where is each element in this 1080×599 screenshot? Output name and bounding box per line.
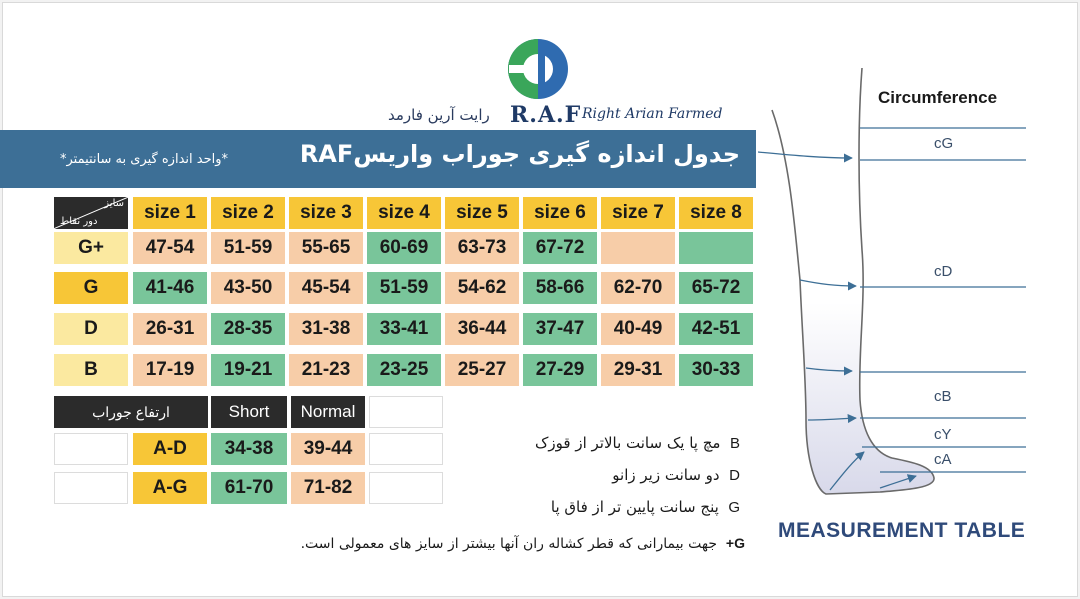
table-cell: 60-69: [367, 232, 441, 264]
brand-name: R.A.F: [510, 102, 582, 128]
legend-key: G: [728, 499, 740, 516]
corner-label-points: دور نقاط: [60, 216, 98, 227]
brand-name-en: Right Arian Farmed: [582, 106, 723, 122]
table-cell: 17-19: [133, 354, 207, 386]
legend-item-g-plus: [301, 535, 745, 552]
legend-key: B: [729, 435, 740, 452]
measurement-table-title: MEASUREMENT TABLE: [778, 519, 1026, 542]
table-cell: 33-41: [367, 313, 441, 345]
legend-text: جهت بیمارانی که قطر کشاله ران آنها بیشتر از سایز های معمولی است.: [300, 536, 718, 552]
table-cell: 63-73: [445, 232, 519, 264]
table-cell: 37-47: [523, 313, 597, 345]
leg-outline: [772, 68, 934, 494]
table-cell: 28-35: [211, 313, 285, 345]
length-short-value: 61-70: [211, 472, 287, 504]
empty-cell: [54, 472, 128, 504]
table-corner-header: [54, 197, 128, 229]
empty-cell: [54, 433, 128, 465]
table-cell: 19-21: [211, 354, 285, 386]
label-cg: cG: [934, 135, 954, 152]
length-header-short: Short: [211, 396, 287, 428]
row-label: G+: [54, 232, 128, 264]
size-header-7: size 7: [601, 197, 675, 229]
table-cell: 51-59: [367, 272, 441, 304]
table-cell: 51-59: [211, 232, 285, 264]
label-cb: cB: [934, 388, 952, 405]
size-header-8: size 8: [679, 197, 753, 229]
table-cell: 42-51: [679, 313, 753, 345]
table-cell: 41-46: [133, 272, 207, 304]
length-header-label: ارتفاع جوراب: [54, 396, 208, 428]
legend-key: D: [729, 467, 740, 484]
page-title: جدول اندازه گیری جوراب واریسRAF: [299, 140, 740, 168]
label-cd: cD: [934, 263, 953, 280]
title-banner: [0, 130, 756, 188]
table-cell: 26-31: [133, 313, 207, 345]
leg-measurement-diagram: [758, 60, 1058, 510]
row-label: G: [54, 272, 128, 304]
legend-text: دو سانت زیر زانو: [612, 466, 720, 484]
brand-name-fa: رایت آرین فارمد: [388, 106, 490, 124]
corner-label-size: سایز: [104, 198, 124, 209]
table-cell: 58-66: [523, 272, 597, 304]
legend-item-g: [551, 498, 740, 516]
table-cell: 55-65: [289, 232, 363, 264]
table-cell: 36-44: [445, 313, 519, 345]
size-header-2: size 2: [211, 197, 285, 229]
table-cell: 23-25: [367, 354, 441, 386]
empty-cell: [369, 472, 443, 504]
length-normal-value: 39-44: [291, 433, 365, 465]
empty-cell: [369, 433, 443, 465]
table-cell: [601, 232, 675, 264]
table-cell: 67-72: [523, 232, 597, 264]
legend-key: G+: [725, 535, 745, 551]
size-header-3: size 3: [289, 197, 363, 229]
length-row-label: A-D: [133, 433, 207, 465]
raf-logo-icon: [505, 36, 571, 102]
size-header-1: size 1: [133, 197, 207, 229]
legend-item-d: [612, 466, 740, 484]
row-label: B: [54, 354, 128, 386]
table-cell: 27-29: [523, 354, 597, 386]
table-cell: 30-33: [679, 354, 753, 386]
unit-note: *واحد اندازه گیری به سانتیمتر*: [60, 152, 229, 167]
size-header-6: size 6: [523, 197, 597, 229]
size-header-4: size 4: [367, 197, 441, 229]
label-cy: cY: [934, 426, 952, 443]
label-ca: cA: [934, 451, 952, 468]
table-cell: 40-49: [601, 313, 675, 345]
row-label: D: [54, 313, 128, 345]
table-cell: 62-70: [601, 272, 675, 304]
table-cell: 25-27: [445, 354, 519, 386]
table-cell: [679, 232, 753, 264]
empty-cell: [369, 396, 443, 428]
table-cell: 45-54: [289, 272, 363, 304]
legend-text: پنج سانت پایین تر از فاق پا: [550, 498, 719, 516]
length-normal-value: 71-82: [291, 472, 365, 504]
table-cell: 65-72: [679, 272, 753, 304]
size-header-5: size 5: [445, 197, 519, 229]
table-cell: 21-23: [289, 354, 363, 386]
diagram-heading: Circumference: [878, 88, 998, 107]
legend-item-b: [535, 434, 740, 452]
length-header-normal: Normal: [291, 396, 365, 428]
table-cell: 43-50: [211, 272, 285, 304]
table-cell: 47-54: [133, 232, 207, 264]
table-cell: 54-62: [445, 272, 519, 304]
table-cell: 29-31: [601, 354, 675, 386]
legend-text: مچ پا یک سانت بالاتر از قوزک: [534, 434, 721, 452]
length-short-value: 34-38: [211, 433, 287, 465]
table-cell: 31-38: [289, 313, 363, 345]
length-row-label: A-G: [133, 472, 207, 504]
